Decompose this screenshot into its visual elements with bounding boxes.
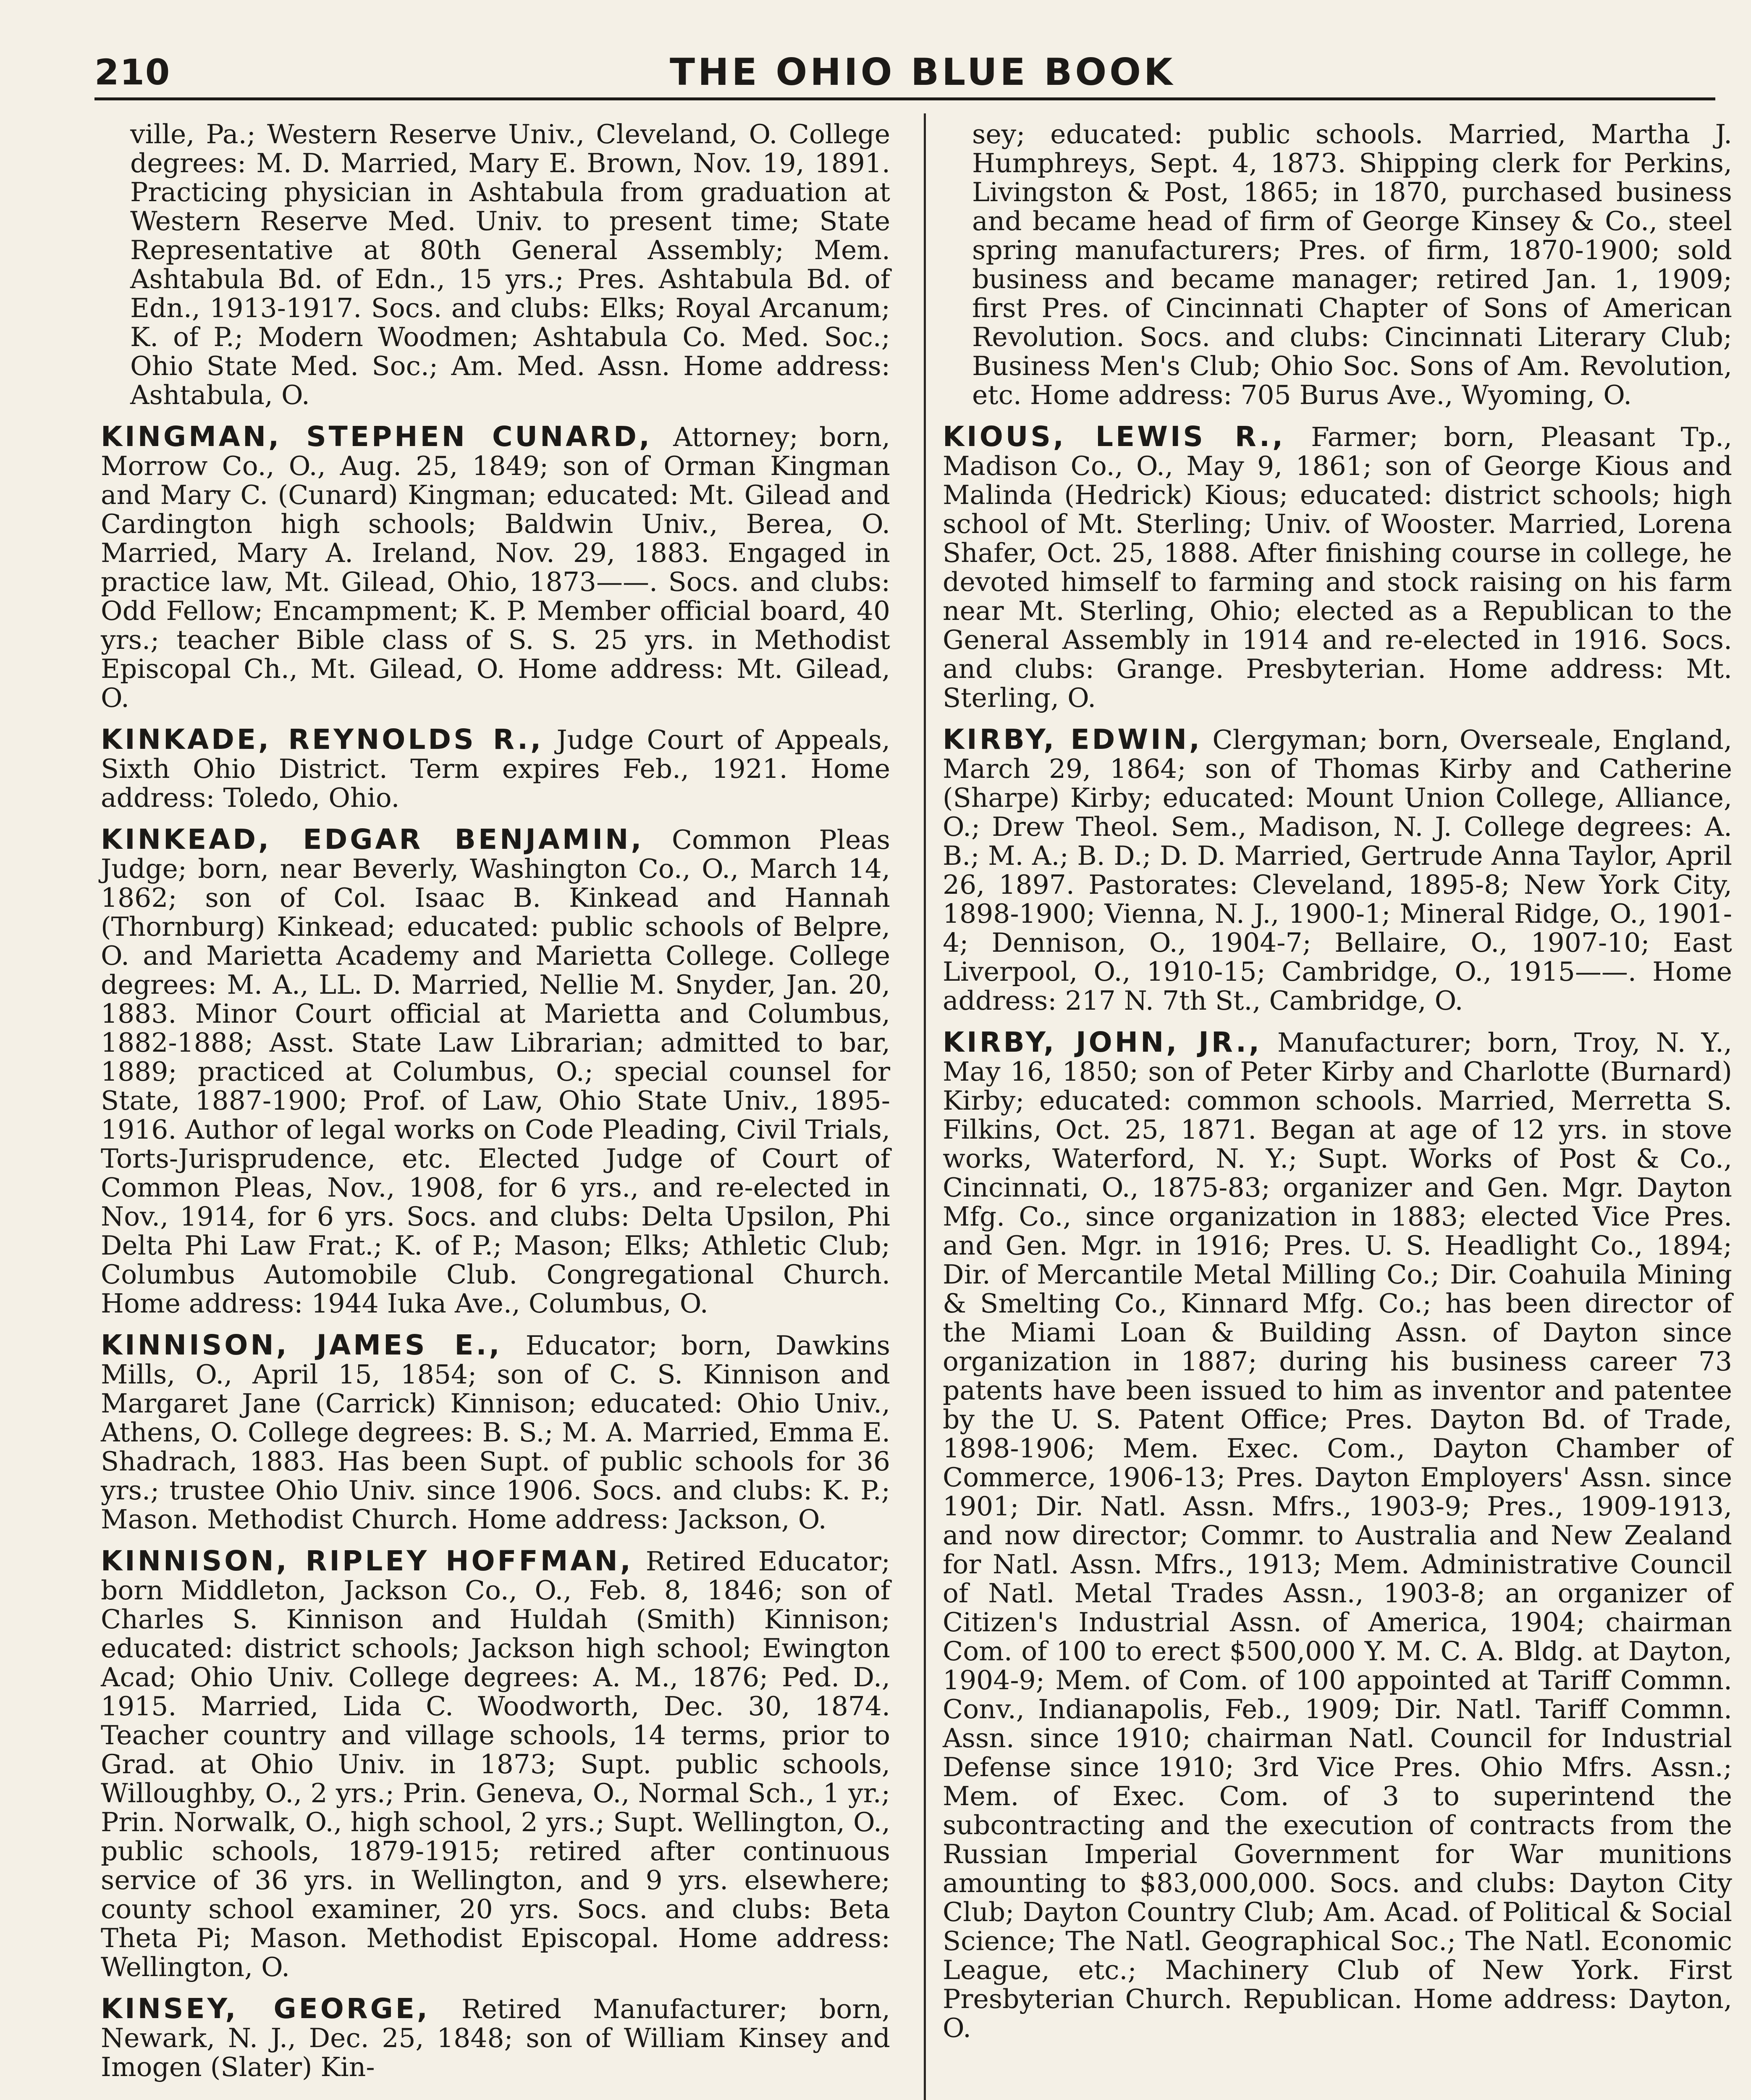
column-divider [924, 113, 926, 2100]
biography-entry [101, 725, 890, 812]
page-number: 210 [94, 52, 171, 93]
biography-entry [101, 1331, 890, 1534]
entry-text: Retired Educator; born Middleton, Jackson Co., O., Feb. 8, 1846; son of Charles S. Kinnison and Huldah (Smith) Kinnison; educated: district schools; Jackson high school; Ewington Acad; Ohio Univ. College degrees: A. M., 1876; Ped. D., 1915. Married, Lida C. Woodworth, Dec. 30, 1874. Teacher country and village schools, 14 terms, prior to Grad. at Ohio Univ. in 1873; Supt. public schools, Willoughby, O., 2 yrs.; Prin. Geneva, O., Normal Sch., 1 yr.; Prin. Norwalk, O., high school, 2 yrs.; Supt. Wellington, O., public schools, 1879-1915; retired after continuous service of 36 yrs. in Wellington, and 9 yrs. elsewhere; county school examiner, 20 yrs. Socs. and clubs: Beta Theta Pi; Mason. Methodist Episcopal. Home address: Wellington, O. [101, 1546, 890, 1982]
entry-name: KINNISON, RIPLEY HOFFMAN, [101, 1545, 633, 1577]
entry-name: KINKEAD, EDGAR BENJAMIN, [101, 823, 644, 856]
biography-entry [943, 1028, 1732, 2042]
entry-name: KINSEY, GEORGE, [101, 1992, 430, 2025]
biography-entry [101, 1546, 890, 1982]
biography-entry [101, 120, 890, 410]
entry-name: KINNISON, JAMES E., [101, 1329, 502, 1361]
entry-name: KIRBY, EDWIN, [943, 723, 1203, 756]
running-title: THE OHIO BLUE BOOK [670, 50, 1176, 94]
header-rule [94, 97, 1715, 100]
entry-name: KINKADE, REYNOLDS R., [101, 723, 544, 756]
left-column [101, 120, 890, 2094]
biography-entry [101, 825, 890, 1318]
biography-entry [101, 1994, 890, 2082]
biography-entry [943, 120, 1732, 410]
entry-text: Attorney; born, Morrow Co., O., Aug. 25, 1849; son of Orman Kingman and Mary C. (Cunard) Kingman; educated: Mt. Gilead and Cardington high schools; Baldwin Univ., Berea, O. Married, Mary A. Ireland, Nov. 29, 1883. Engaged in practice law, Mt. Gilead, Ohio, 1873——. Socs. and clubs: Odd Fellow; Encampment; K. P. Member official board, 40 yrs.; teacher Bible class of S. S. 25 yrs. in Methodist Episcopal Ch., Mt. Gilead, O. Home address: Mt. Gilead, O. [101, 422, 890, 713]
biography-entry [943, 422, 1732, 712]
biography-entry [943, 725, 1732, 1015]
entry-text: Clergyman; born, Overseale, England, March 29, 1864; son of Thomas Kirby and Catherine (Sharpe) Kirby; educated: Mount Union College, Alliance, O.; Drew Theol. Sem., Madison, N. J. College degrees: A. B.; M. A.; B. D.; D. D. Married, Gertrude Anna Taylor, April 26, 1897. Pastorates: Cleveland, 1895-8; New York City, 1898-1900; Vienna, N. J., 1900-1; Mineral Ridge, O., 1901-4; Dennison, O., 1904-7; Bellaire, O., 1907-10; East Liverpool, O., 1910-15; Cambridge, O., 1915——. Home address: 217 N. 7th St., Cambridge, O. [943, 724, 1733, 1016]
entry-text: Manufacturer; born, Troy, N. Y., May 16, 1850; son of Peter Kirby and Charlotte (Burnard) Kirby; educated: common schools. Married, Merretta S. Filkins, Oct. 25, 1871. Began at age of 12 yrs. in stove works, Waterford, N. Y.; Supt. Works of Post & Co., Cincinnati, O., 1875-83; organizer and Gen. Mgr. Dayton Mfg. Co., since organization in 1883; elected Vice Pres. and Gen. Mgr. in 1916; Pres. U. S. Headlight Co., 1894; Dir. of Mercantile Metal Milling Co.; Dir. Coahuila Mining & Smelting Co., Kinnard Mfg. Co.; has been director of the Miami Loan & Building Assn. of Dayton since organization in 1887; during his business career 73 patents have been issued to him as inventor and patentee by the U. S. Patent Office; Pres. Dayton Bd. of Trade, 1898-1906; Mem. Exec. Com., Dayton Chamber of Commerce, 1906-13; Pres. Dayton Employers' Assn. since 1901; Dir. Natl. Assn. Mfrs., 1903-9; Pres., 1909-1913, and now director; Commr. to Australia and New Zealand for Natl. Assn. Mfrs., 1913; Mem. Administrative Council of Natl. Metal Trades Assn., 1903-8; an organizer of Citizen's Industrial Assn. of America, 1904; chairman Com. of 100 to erect $500,000 Y. M. C. A. Bldg. at Dayton, 1904-9; Mem. of Com. of 100 appointed at Tariff Commn. Conv., Indianapolis, Feb., 1909; Dir. Natl. Tariff Commn. Assn. since 1910; chairman Natl. Council for Industrial Defense since 1910; 3rd Vice Pres. Ohio Mfrs. Assn.; Mem. of Exec. Com. of 3 to superintend the subcontracting and the execution of contracts from the Russian Imperial Government for War munitions amounting to $83,000,000. Socs. and clubs: Dayton City Club; Dayton Country Club; Am. Acad. of Political & Social Science; The Natl. Geographical Soc.; The Natl. Economic League, etc.; Machinery Club of New York. First Presbyterian Church. Republican. Home address: Dayton, O. [943, 1027, 1733, 2043]
entry-text: Judge Court of Appeals, Sixth Ohio District. Term expires Feb., 1921. Home address: Toledo, Ohio. [101, 724, 890, 813]
entry-text: Retired Manufacturer; born, Newark, N. J., Dec. 25, 1848; son of William Kinsey and Imogen (Slater) Kin- [101, 1994, 890, 2082]
entry-text: Farmer; born, Pleasant Tp., Madison Co., O., May 9, 1861; son of George Kious and Malinda (Hedrick) Kious; educated: district schools; high school of Mt. Sterling; Univ. of Wooster. Married, Lorena Shafer, Oct. 25, 1888. After finishing course in college, he devoted himself to farming and stock raising on his farm near Mt. Sterling, Ohio; elected as a Republican to the General Assembly in 1914 and re-elected in 1916. Socs. and clubs: Grange. Presbyterian. Home address: Mt. Sterling, O. [943, 422, 1733, 713]
entry-name: KIOUS, LEWIS R., [943, 420, 1286, 453]
entry-text: ville, Pa.; Western Reserve Univ., Cleveland, O. College degrees: M. D. Married, Mary E. Brown, Nov. 19, 1891. Practicing physician in Ashtabula from graduation at Western Reserve Med. Univ. to present time; State Representative at 80th General Assembly; Mem. Ashtabula Bd. of Edn., 15 yrs.; Pres. Ashtabula Bd. of Edn., 1913-1917. Socs. and clubs: Elks; Royal Arcanum; K. of P.; Modern Woodmen; Ashtabula Co. Med. Soc.; Ohio State Med. Soc.; Am. Med. Assn. Home address: Ashtabula, O. [130, 119, 890, 410]
page-header [94, 44, 1715, 99]
right-column [943, 120, 1732, 2055]
entry-name: KIRBY, JOHN, JR., [943, 1026, 1262, 1058]
entry-name: KINGMAN, STEPHEN CUNARD, [101, 420, 652, 453]
entry-text: Common Pleas Judge; born, near Beverly, Washington Co., O., March 14, 1862; son of Col. Isaac B. Kinkead and Hannah (Thornburg) Kinkead; educated: public schools of Belpre, O. and Marietta Academy and Marietta College. College degrees: M. A., LL. D. Married, Nellie M. Snyder, Jan. 20, 1883. Minor Court official at Marietta and Columbus, 1882-1888; Asst. State Law Librarian; admitted to bar, 1889; practiced at Columbus, O.; special counsel for State, 1887-1900; Prof. of Law, Ohio State Univ., 1895-1916. Author of legal works on Code Pleading, Civil Trials, Torts-Jurisprudence, etc. Elected Judge of Court of Common Pleas, Nov., 1908, for 6 yrs., and re-elected in Nov., 1914, for 6 yrs. Socs. and clubs: Delta Upsilon, Phi Delta Phi Law Frat.; K. of P.; Mason; Elks; Athletic Club; Columbus Automobile Club. Congregational Church. Home address: 1944 Iuka Ave., Columbus, O. [101, 824, 891, 1319]
entry-text: Educator; born, Dawkins Mills, O., April 15, 1854; son of C. S. Kinnison and Margaret Jane (Carrick) Kinnison; educated: Ohio Univ., Athens, O. College degrees: B. S.; M. A. Married, Emma E. Shadrach, 1883. Has been Supt. of public schools for 36 yrs.; trustee Ohio Univ. since 1906. Socs. and clubs: K. P.; Mason. Methodist Church. Home address: Jackson, O. [101, 1330, 891, 1535]
entry-text: sey; educated: public schools. Married, Martha J. Humphreys, Sept. 4, 1873. Shipping clerk for Perkins, Livingston & Post, 1865; in 1870, purchased business and became head of firm of George Kinsey & Co., steel spring manufacturers; Pres. of firm, 1870-1900; sold business and became manager; retired Jan. 1, 1909; first Pres. of Cincinnati Chapter of Sons of American Revolution. Socs. and clubs: Cincinnati Literary Club; Business Men's Club; Ohio Soc. Sons of Am. Revolution, etc. Home address: 705 Burus Ave., Wyoming, O. [972, 119, 1732, 410]
biography-entry [101, 422, 890, 712]
